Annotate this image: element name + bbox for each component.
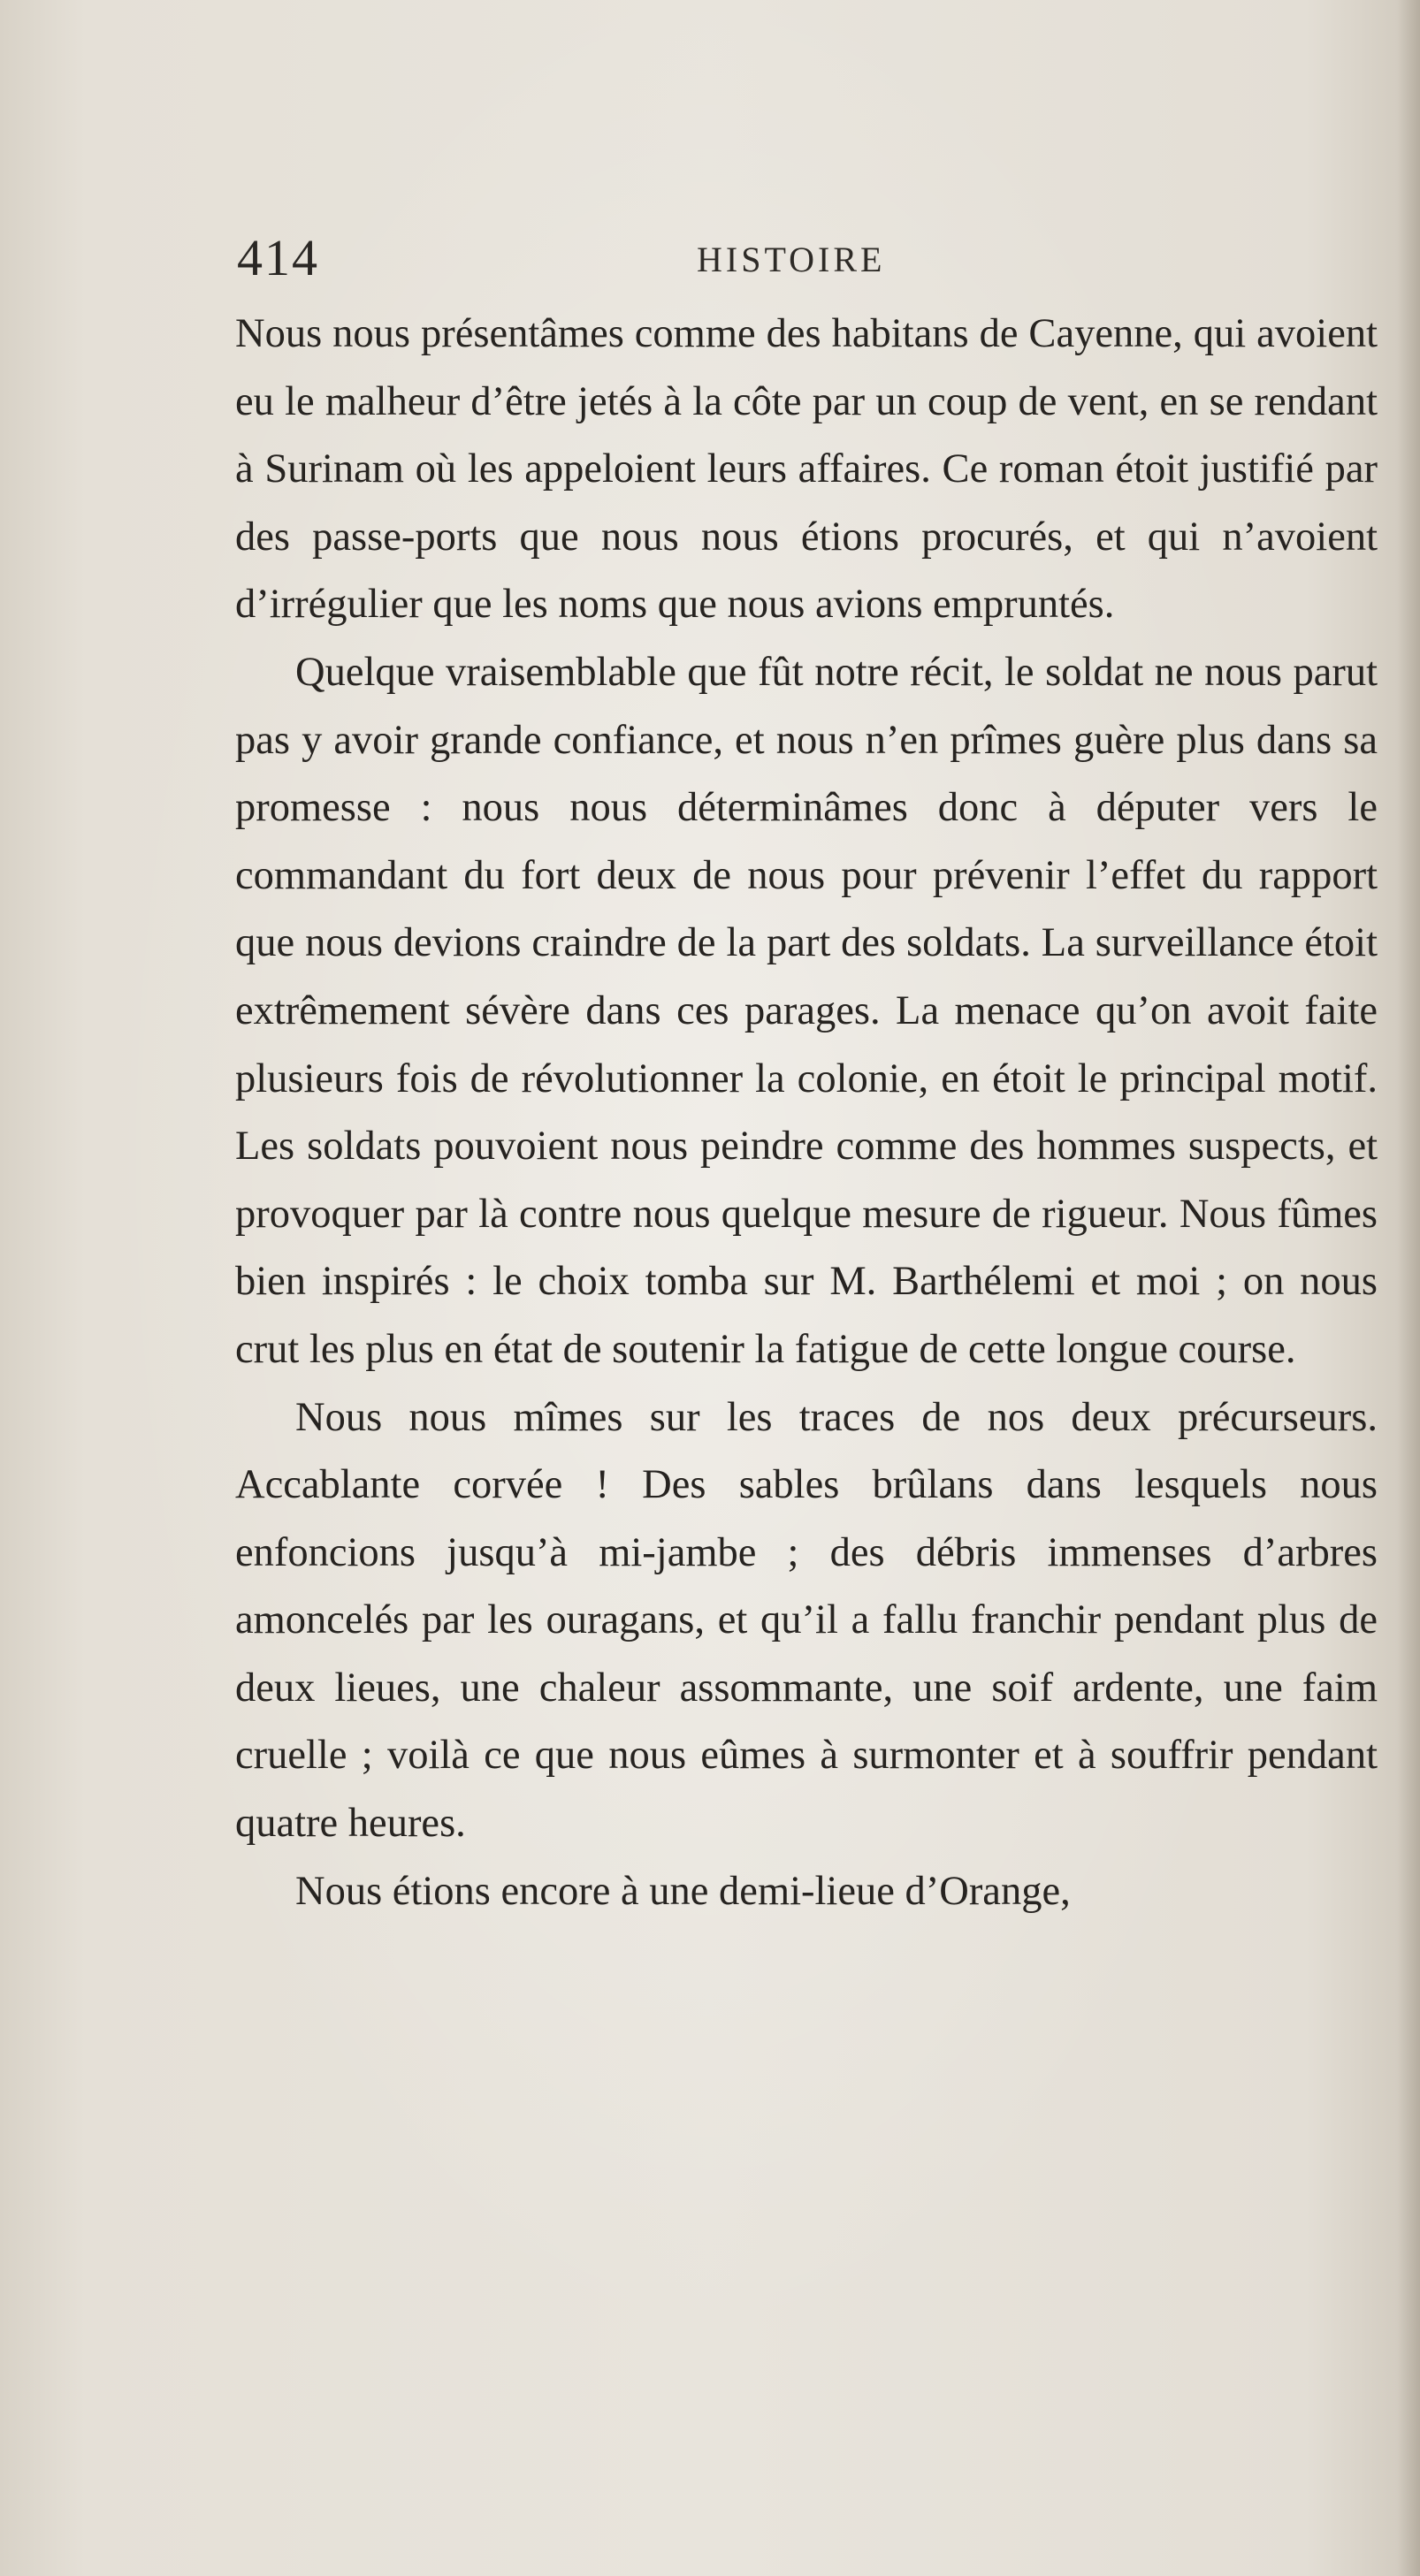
body-text bbox=[235, 301, 1378, 1925]
page-edge-shadow bbox=[1397, 0, 1420, 2576]
running-title: HISTOIRE bbox=[697, 240, 886, 279]
paragraph-4: Nous étions encore à une demi-lieue d’Orange, bbox=[295, 1868, 1071, 1914]
paragraph-1: Nous nous présentâmes comme des habitans de Cayenne, qui avoient eu le malheur d’être jetés à la côte par un coup de vent, en se rendant à Surinam où les appeloient leurs affaires. Ce roman étoit justifié par des passe-ports que nous nous étions procurés, et qui n’avoient d’irrégulier que les noms que nous avions empruntés. bbox=[235, 311, 1378, 628]
paragraph-3: Nous nous mîmes sur les traces de nos deux précurseurs. Accablante corvée ! Des sables brûlans dans lesquels nous enfoncions jusqu’à mi-jambe ; des débris immenses d’arbres amoncelés par les ouragans, et qu’il a fallu franchir pendant plus de deux lieues, une chaleur assommante, une soif ardente, une faim cruelle ; voilà ce que nous eûmes à surmonter et à souffrir pendant quatre heures. bbox=[235, 1394, 1378, 1847]
paragraph-2: Quelque vraisemblable que fût notre récit, le soldat ne nous parut pas y avoir grande confiance, et nous n’en prîmes guère plus dans sa promesse : nous nous déterminâmes donc à députer vers le commandant du fort deux de nous pour prévenir l’effet du rapport que nous devions craindre de la part des soldats. La surveillance étoit extrêmement sévère dans ces parages. La menace qu’on avoit faite plusieurs fois de révolutionner la colonie, en étoit le principal motif. Les soldats pouvoient nous peindre comme des hommes suspects, et provoquer par là contre nous quelque mesure de rigueur. Nous fûmes bien inspirés : le choix tomba sur M. Barthélemi et moi ; on nous crut les plus en état de soutenir la fatigue de cette longue course. bbox=[235, 649, 1378, 1372]
page-header bbox=[237, 228, 1378, 290]
page-number: 414 bbox=[237, 229, 319, 286]
